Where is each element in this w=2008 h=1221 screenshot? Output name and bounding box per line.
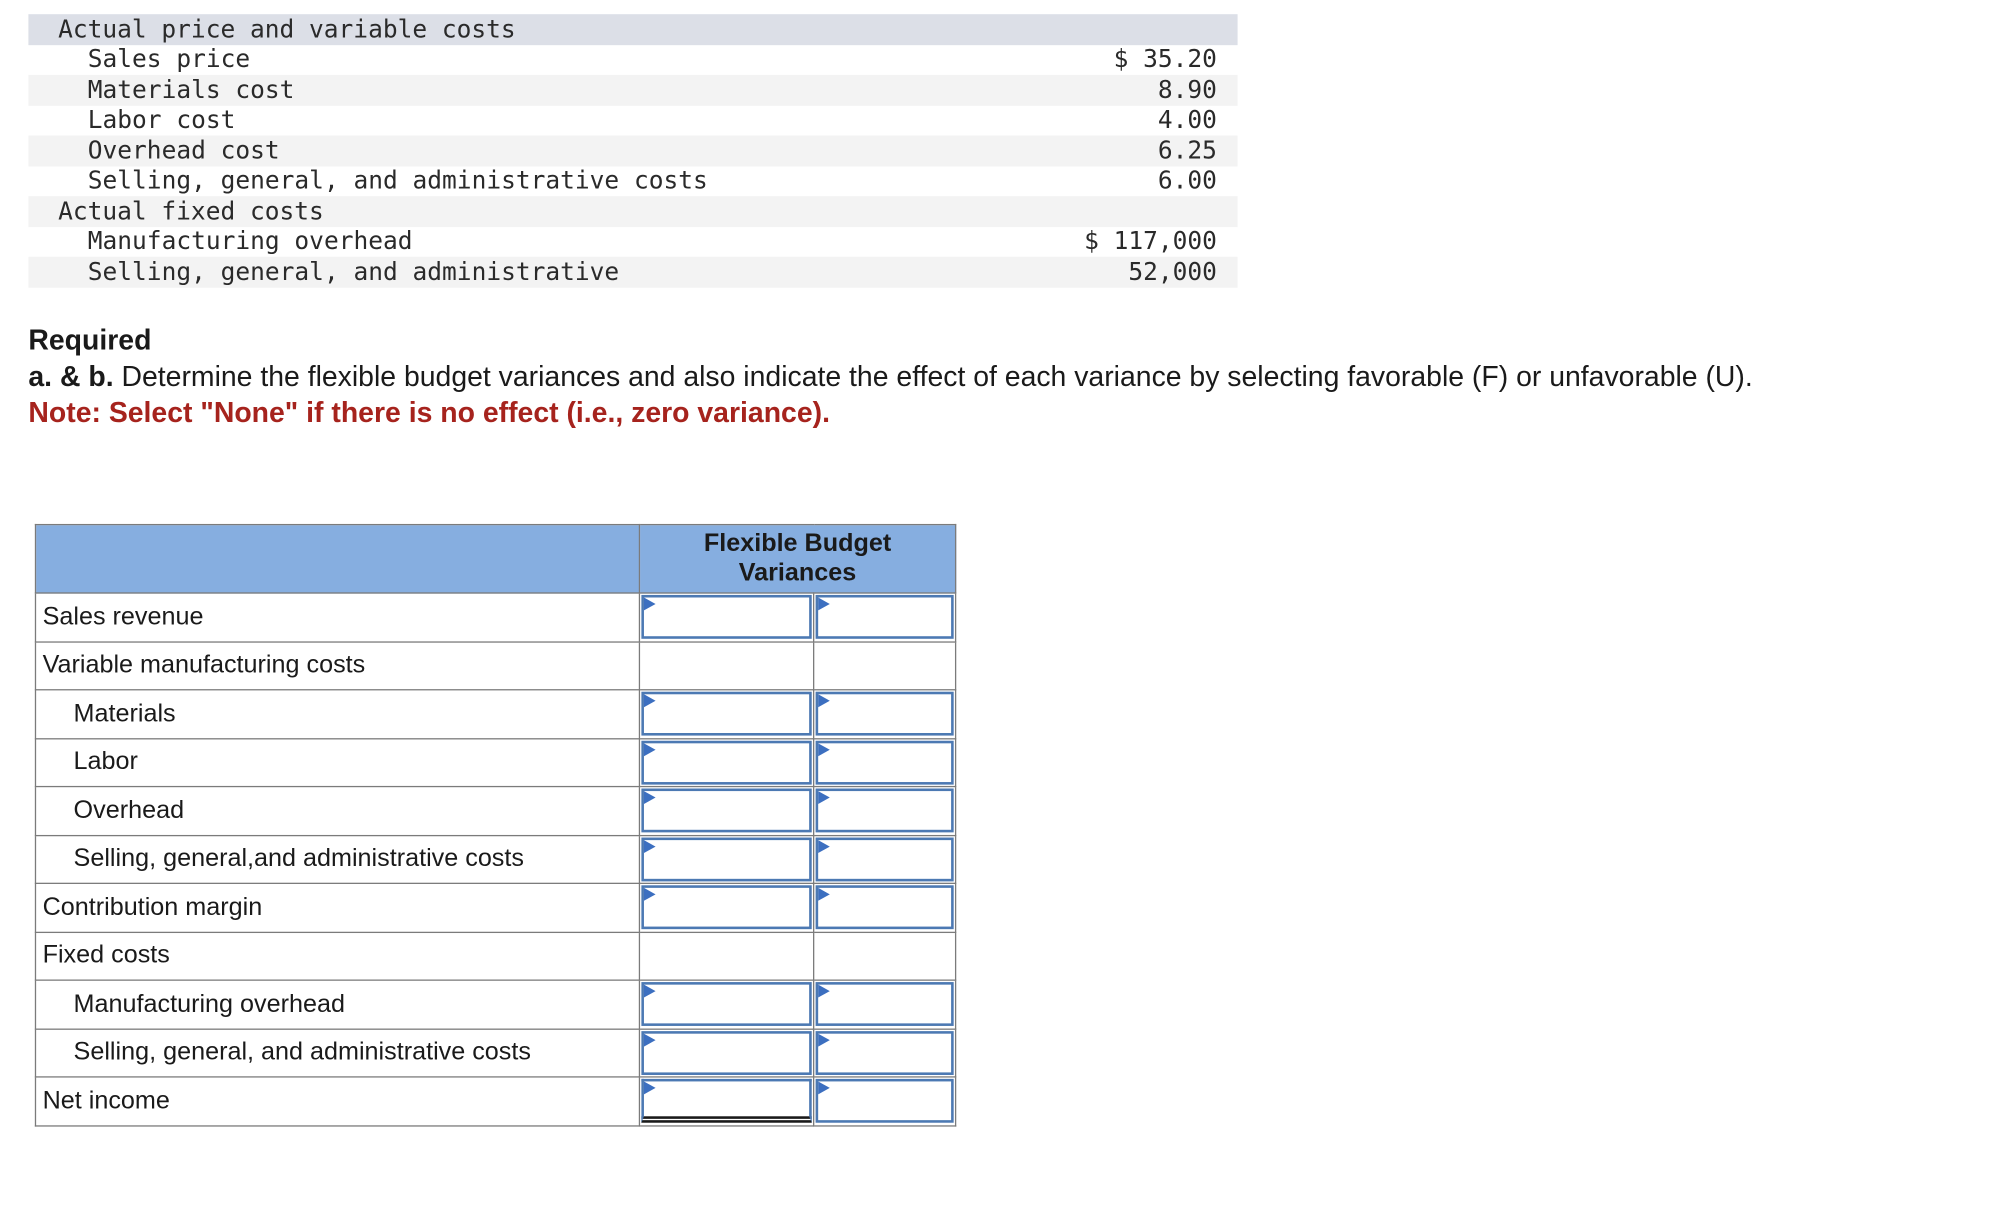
row-label: Manufacturing overhead [73,989,345,1018]
given-row-value: 6.25 [1157,136,1217,165]
variance-amount-cell [639,932,813,980]
variance-effect-select[interactable] [816,886,954,930]
table-row [35,641,955,689]
variance-amount-input[interactable] [641,595,811,639]
given-row-label: Sales price [87,45,251,74]
variance-effect-select[interactable] [816,982,954,1026]
row-label-cell [35,641,639,689]
variance-effect-cell [814,932,956,980]
variance-amount-input[interactable] [641,1079,811,1123]
row-label-cell [35,738,639,786]
variance-amount-input[interactable] [641,740,811,784]
row-label: Sales revenue [42,602,204,631]
variance-effect-cell [814,980,956,1028]
given-data-table [28,14,1237,287]
variance-amount-cell [639,835,813,883]
given-row [28,105,1237,135]
variance-effect-select[interactable] [816,595,954,639]
given-row-label: Actual price and variable costs [58,15,516,44]
row-label-cell [35,980,639,1028]
row-label: Fixed costs [42,941,170,970]
variance-amount-input[interactable] [641,982,811,1026]
variance-amount-cell [639,738,813,786]
variance-effect-cell [814,641,956,689]
variance-effect-cell [814,787,956,835]
variance-effect-cell [814,1029,956,1077]
row-label: Selling, general,and administrative costs [73,844,524,873]
given-row-label: Selling, general, and administrative [87,257,620,287]
header-blank-cell [35,525,639,593]
given-row-label: Materials cost [87,75,295,105]
given-row-value: 6.00 [1157,166,1217,196]
table-row [35,932,955,980]
row-label-cell [35,593,639,641]
row-label: Variable manufacturing costs [42,650,366,680]
given-row-label: Manufacturing overhead [87,227,413,256]
variance-effect-cell [814,690,956,738]
given-row [28,136,1237,166]
question-text: Determine the flexible budget variances and also indicate the effect of each variance by selecting favorable (F) or unfavorable (U). [121,360,1753,393]
given-row [28,226,1237,256]
instructions [28,323,1938,431]
given-row-value: $ 35.20 [1113,45,1217,74]
given-row-value: $ 117,000 [1084,227,1217,256]
row-label-cell [35,1029,639,1077]
variance-effect-cell [814,593,956,641]
table-row [35,883,955,931]
variance-amount-input[interactable] [641,1031,811,1075]
variance-effect-cell [814,883,956,931]
given-row [28,75,1237,105]
variance-effect-select[interactable] [816,740,954,784]
variance-effect-select[interactable] [816,692,954,736]
variance-amount-cell [639,690,813,738]
row-label-cell [35,932,639,980]
instructions-text [28,360,1752,392]
row-label: Selling, general, and administrative costs [73,1037,531,1067]
variance-amount-cell [639,641,813,689]
row-label-cell [35,883,639,931]
variance-effect-cell [814,738,956,786]
table-row [35,593,955,641]
table-row [35,1077,955,1125]
table-row [35,980,955,1028]
row-label-cell [35,787,639,835]
variance-amount-input[interactable] [641,837,811,881]
variance-effect-select[interactable] [816,1031,954,1075]
row-label-cell [35,690,639,738]
row-label: Materials [73,699,176,728]
header-line-2: Variances [738,558,857,588]
given-row-value: 52,000 [1128,257,1217,287]
flexible-budget-variance-table [35,524,956,1126]
table-row [35,1029,955,1077]
given-row-value: 8.90 [1157,75,1217,105]
table-row [35,738,955,786]
flexible-budget-variances-header [639,525,955,593]
variance-effect-select[interactable] [816,837,954,881]
given-row-label: Actual fixed costs [58,197,324,226]
variance-effect-cell [814,835,956,883]
note-text: Note: Select "None" if there is no effect (i.e., zero variance). [28,396,830,429]
variance-effect-select[interactable] [816,789,954,833]
variance-amount-cell [639,1077,813,1125]
part-label: a. & b. [28,360,114,393]
row-label: Overhead [73,795,185,825]
variance-amount-cell [639,593,813,641]
table-row [35,690,955,738]
table-row [35,787,955,835]
variance-amount-input[interactable] [641,886,811,930]
given-row [28,14,1237,44]
given-row-value: 4.00 [1157,106,1217,135]
variance-amount-input[interactable] [641,692,811,736]
given-row [28,166,1237,196]
header-line-1: Flexible Budget [703,529,892,558]
variance-amount-cell [639,1029,813,1077]
variance-effect-select[interactable] [816,1079,954,1123]
variance-effect-cell [814,1077,956,1125]
variance-amount-cell [639,787,813,835]
given-row [28,45,1237,75]
row-label: Labor [73,747,138,776]
row-label-cell [35,835,639,883]
given-row-label: Labor cost [87,106,236,135]
table-row [35,835,955,883]
row-label: Contribution margin [42,892,263,922]
row-label: Net income [42,1086,170,1115]
variance-amount-cell [639,980,813,1028]
variance-amount-cell [639,883,813,931]
required-heading: Required [28,323,152,357]
given-row [28,196,1237,226]
given-row [28,257,1237,287]
row-label-cell [35,1077,639,1125]
variance-amount-input[interactable] [641,789,811,833]
given-row-label: Overhead cost [87,136,280,165]
given-row-label: Selling, general, and administrative costs [87,166,708,196]
